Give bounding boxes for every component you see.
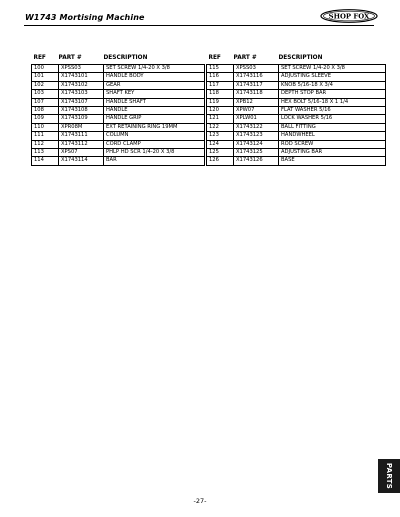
cell-ref: 124 <box>207 140 234 148</box>
column-header-description: DESCRIPTION <box>104 56 205 65</box>
cell-ref: 100 <box>32 65 59 73</box>
cell-part-number: X1743123 <box>234 132 279 140</box>
cell-description: SHAFT KEY <box>104 90 205 98</box>
manual-title: W1743 Mortising Machine <box>25 13 145 22</box>
cell-part-number: XPR08M <box>59 123 104 131</box>
table-row <box>32 123 205 131</box>
cell-ref: 121 <box>207 115 234 123</box>
cell-description: HEX BOLT 5/16-18 X 1 1/4 <box>279 98 386 106</box>
column-header-ref: REF <box>32 56 59 65</box>
cell-description: DEPTH STOP BAR <box>279 90 386 98</box>
cell-description: ADJUSTING BAR <box>279 148 386 156</box>
parts-section-tab <box>378 459 400 493</box>
cell-part-number: X1743118 <box>234 90 279 98</box>
cell-description: ROD SCREW <box>279 140 386 148</box>
cell-ref: 126 <box>207 157 234 165</box>
cell-description: BALL FITTING <box>279 123 386 131</box>
cell-part-number: X1743122 <box>234 123 279 131</box>
table-row <box>32 140 205 148</box>
table-row <box>32 157 205 165</box>
cell-part-number: XPB12 <box>234 98 279 106</box>
column-header-part: PART # <box>234 56 279 65</box>
column-header-part: PART # <box>59 56 104 65</box>
cell-part-number: X1743111 <box>59 132 104 140</box>
cell-ref: 102 <box>32 81 59 89</box>
parts-table-right-body <box>207 65 386 166</box>
cell-part-number: X1743101 <box>59 73 104 81</box>
cell-ref: 101 <box>32 73 59 81</box>
table-row <box>207 98 386 106</box>
cell-description: HANDWHEEL <box>279 132 386 140</box>
cell-ref: 116 <box>207 73 234 81</box>
table-row <box>207 148 386 156</box>
parts-table-right <box>206 56 386 166</box>
cell-part-number: XPS07 <box>59 148 104 156</box>
cell-description: ADJUSTING SLEEVE <box>279 73 386 81</box>
table-header-row <box>207 56 386 65</box>
cell-description: HANDLE SHAFT <box>104 98 205 106</box>
cell-ref: 118 <box>207 90 234 98</box>
cell-description: LOCK WASHER 5/16 <box>279 115 386 123</box>
page-number: -27- <box>193 497 207 505</box>
cell-ref: 117 <box>207 81 234 89</box>
cell-description: HANDLE <box>104 106 205 114</box>
table-row <box>207 123 386 131</box>
cell-ref: 112 <box>32 140 59 148</box>
table-row <box>32 115 205 123</box>
header-divider <box>24 25 374 26</box>
parts-table-left-body <box>32 65 205 166</box>
table-row <box>207 73 386 81</box>
table-row <box>207 157 386 165</box>
table-row <box>32 73 205 81</box>
cell-ref: 107 <box>32 98 59 106</box>
table-row <box>207 106 386 114</box>
cell-ref: 110 <box>32 123 59 131</box>
table-row <box>32 81 205 89</box>
cell-ref: 111 <box>32 132 59 140</box>
cell-part-number: X1743112 <box>59 140 104 148</box>
parts-table-left <box>31 56 205 166</box>
table-row <box>32 132 205 140</box>
cell-description: CORD CLAMP <box>104 140 205 148</box>
cell-part-number: X1743117 <box>234 81 279 89</box>
table-row <box>32 65 205 73</box>
cell-ref: 103 <box>32 90 59 98</box>
table-row <box>207 65 386 73</box>
column-header-ref: REF <box>207 56 234 65</box>
table-row <box>207 90 386 98</box>
cell-part-number: X1743116 <box>234 73 279 81</box>
cell-description: SET SCREW 1/4-20 X 3/8 <box>279 65 386 73</box>
cell-part-number: XPSS03 <box>59 65 104 73</box>
cell-description: FLAT WASHER 5/16 <box>279 106 386 114</box>
cell-ref: 108 <box>32 106 59 114</box>
cell-description: KNOB 5/16-18 X 3/4 <box>279 81 386 89</box>
cell-part-number: X1743107 <box>59 98 104 106</box>
cell-description: HANDLE GRIP <box>104 115 205 123</box>
cell-part-number: XPLW01 <box>234 115 279 123</box>
cell-ref: 109 <box>32 115 59 123</box>
section-tab-label: PARTS <box>385 462 393 490</box>
column-header-description: DESCRIPTION <box>279 56 386 65</box>
table-row <box>32 106 205 114</box>
cell-part-number: X1743114 <box>59 157 104 165</box>
table-row <box>207 115 386 123</box>
cell-part-number: XPSS03 <box>234 65 279 73</box>
cell-description: GEAR <box>104 81 205 89</box>
cell-part-number: X1743108 <box>59 106 104 114</box>
cell-part-number: X1743126 <box>234 157 279 165</box>
cell-ref: 123 <box>207 132 234 140</box>
table-row <box>207 132 386 140</box>
cell-part-number: X1743109 <box>59 115 104 123</box>
cell-description: BASE <box>279 157 386 165</box>
cell-description: SET SCREW 1/4-20 X 3/8 <box>104 65 205 73</box>
cell-part-number: X1743124 <box>234 140 279 148</box>
logo-text: SHOP FOX <box>328 12 370 21</box>
cell-ref: 113 <box>32 148 59 156</box>
cell-part-number: X1743102 <box>59 81 104 89</box>
cell-part-number: XPW07 <box>234 106 279 114</box>
cell-part-number: X1743103 <box>59 90 104 98</box>
cell-part-number: X1743125 <box>234 148 279 156</box>
table-row <box>207 140 386 148</box>
table-row <box>32 98 205 106</box>
cell-description: BAR <box>104 157 205 165</box>
cell-ref: 115 <box>207 65 234 73</box>
table-row <box>32 148 205 156</box>
cell-description: COLUMN <box>104 132 205 140</box>
cell-description: PHLP HD SCR 1/4-20 X 3/8 <box>104 148 205 156</box>
cell-description: HANDLE BODY <box>104 73 205 81</box>
table-row <box>32 90 205 98</box>
table-row <box>207 81 386 89</box>
table-header-row <box>32 56 205 65</box>
cell-ref: 120 <box>207 106 234 114</box>
cell-ref: 114 <box>32 157 59 165</box>
cell-description: EXT RETAINING RING 19MM <box>104 123 205 131</box>
cell-ref: 119 <box>207 98 234 106</box>
cell-ref: 125 <box>207 148 234 156</box>
shop-fox-logo <box>320 9 378 23</box>
cell-ref: 122 <box>207 123 234 131</box>
